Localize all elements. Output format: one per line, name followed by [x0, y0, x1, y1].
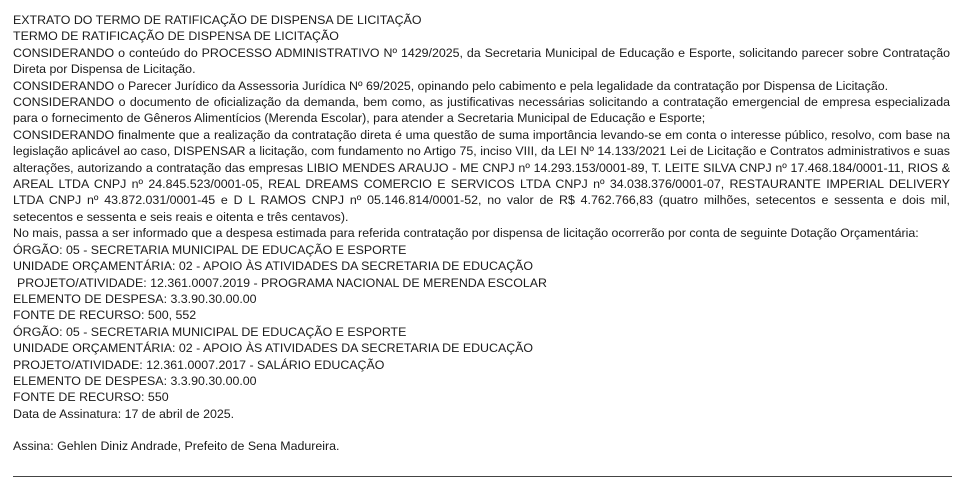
signature-line: Assina: Gehlen Diniz Andrade, Prefeito de Sena Madureira. [13, 439, 340, 454]
paragraph-dotacao-intro: No mais, passa a ser informado que a despesa estimada para referida contratação por dispensa de licitação ocorrerão por conta de seguinte Dotação Orçamentária: [13, 226, 919, 241]
dotacao-unidade: UNIDADE ORÇAMENTÁRIA: 02 - APOIO ÀS ATIVIDADES DA SECRETARIA DE EDUCAÇÃO [13, 341, 534, 356]
paragraph-processo: CONSIDERANDO o conteúdo do PROCESSO ADMINISTRATIVO Nº 1429/2025, da Secretaria Municipal de Educação e Esporte, solicitando parecer sobre Contratação Direta por Dispensa de Licitação. [13, 45, 950, 77]
dotacao-projeto: PROJETO/ATIVIDADE: 12.361.0007.2017 - SALÁRIO EDUCAÇÃO [13, 357, 385, 372]
dotacao-elemento: ELEMENTO DE DESPESA: 3.3.90.30.00.00 [13, 291, 257, 306]
dotacao-block-2 [13, 324, 950, 406]
dotacao-orgao: ÓRGÃO: 05 - SECRETARIA MUNICIPAL DE EDUCAÇÃO E ESPORTE [13, 242, 407, 257]
document-extract [13, 12, 950, 455]
signature-date: Data de Assinatura: 17 de abril de 2025. [13, 406, 235, 421]
dotacao-elemento: ELEMENTO DE DESPESA: 3.3.90.30.00.00 [13, 373, 257, 388]
dotacao-projeto: PROJETO/ATIVIDADE: 12.361.0007.2019 - PROGRAMA NACIONAL DE MERENDA ESCOLAR [17, 275, 547, 290]
document-subtitle: TERMO DE RATIFICAÇÃO DE DISPENSA DE LICITAÇÃO [13, 29, 339, 44]
bottom-divider [13, 476, 952, 477]
dotacao-fonte: FONTE DE RECURSO: 550 [13, 390, 169, 405]
dotacao-block-1 [13, 242, 950, 324]
dotacao-unidade: UNIDADE ORÇAMENTÁRIA: 02 - APOIO ÀS ATIVIDADES DA SECRETARIA DE EDUCAÇÃO [13, 259, 534, 274]
dotacao-fonte: FONTE DE RECURSO: 500, 552 [13, 308, 197, 323]
dotacao-orgao: ÓRGÃO: 05 - SECRETARIA MUNICIPAL DE EDUCAÇÃO E ESPORTE [13, 324, 407, 339]
spacer [13, 422, 950, 438]
paragraph-ratificacao: CONSIDERANDO finalmente que a realização da contratação direta é uma questão de suma importância levando-se em conta o interesse público, resolvo, com base na legislação aplicável ao caso, DISPENSAR a licitação, com fundamento no Artigo 75, inciso VIII, da LEI Nº 14.133/2021 Lei de Licitação e Contratos administrativos e suas alterações, autorizando a contratação das empresas LIBIO MENDES ARAUJO - ME CNPJ nº 14.293.153/0001-89, T. LEITE SILVA CNPJ nº 17.468.184/0001-11, RIOS & AREAL LTDA CNPJ nº 24.845.523/0001-05, REAL DREAMS COMERCIO E SERVICOS LTDA CNPJ nº 34.038.376/0001-07, RESTAURANTE IMPERIAL DELIVERY LTDA CNPJ nº 43.872.031/0001-45 e D L RAMOS CNPJ nº 05.146.814/0001-52, no valor de R$ 4.762.766,83 (quatro milhões, setecentos e sessenta e dois mil, setecentos e sessenta e seis reais e oitenta e três centavos). [13, 127, 950, 224]
paragraph-parecer: CONSIDERANDO o Parecer Jurídico da Assessoria Jurídica Nº 69/2025, opinando pelo cabimento e pela legalidade da contratação por Dispensa de Licitação. [13, 78, 889, 93]
paragraph-demanda: CONSIDERANDO o documento de oficialização da demanda, bem como, as justificativas necessárias solicitando a contratação emergencial de empresa especializada para o fornecimento de Gêneros Alimentícios (Merenda Escolar), para atender a Secretaria Municipal de Educação e Esporte; [13, 95, 950, 126]
document-title: EXTRATO DO TERMO DE RATIFICAÇÃO DE DISPENSA DE LICITAÇÃO [13, 13, 422, 27]
